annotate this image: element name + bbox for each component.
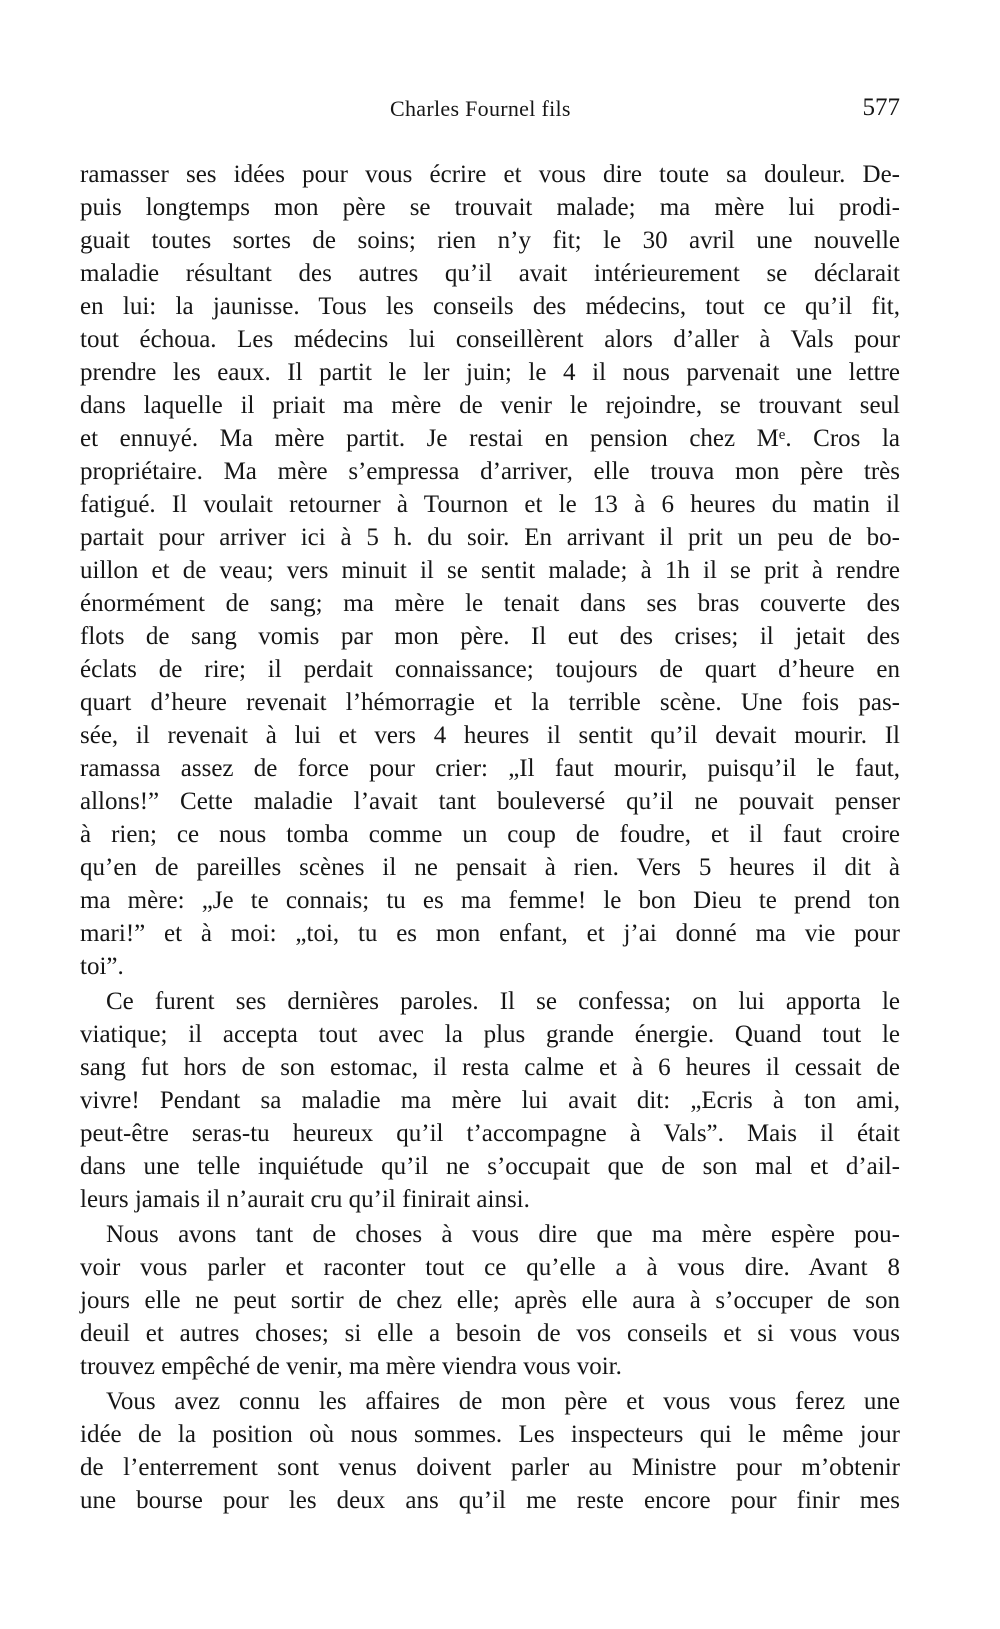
text-line: de l’enterrement sont venus doivent parler au Ministre pour m’obtenir — [80, 1454, 900, 1481]
text-line: partait pour arriver ici à 5 h. du soir. En arrivant il prit un peu de bo- — [80, 524, 900, 551]
text-line: énormément de sang; ma mère le tenait dans ses bras couverte des — [80, 590, 900, 617]
text-line: et ennuyé. Ma mère partit. Je restai en pension chez Mᵉ. Cros la — [80, 425, 900, 452]
text-line: Nous avons tant de choses à vous dire que ma mère espère pou- — [106, 1221, 900, 1248]
running-title: Charles Fournel fils — [390, 96, 571, 121]
page-number: 577 — [862, 94, 900, 121]
paragraph — [80, 1385, 900, 1517]
text-line: une bourse pour les deux ans qu’il me reste encore pour finir mes — [80, 1487, 900, 1514]
text-line: idée de la position où nous sommes. Les inspecteurs qui le même jour — [80, 1421, 900, 1448]
text-line: peut-être seras-tu heureux qu’il t’accompagne à Vals”. Mais il était — [80, 1120, 900, 1147]
text-line: toi”. — [80, 953, 124, 980]
text-line: Ce furent ses dernières paroles. Il se confessa; on lui apporta le — [106, 988, 900, 1015]
text-line: mari!” et à moi: „toi, tu es mon enfant, et j’ai donné ma vie pour — [80, 920, 900, 947]
text-line: viatique; il accepta tout avec la plus grande énergie. Quand tout le — [80, 1021, 900, 1048]
text-line: ramasser ses idées pour vous écrire et vous dire toute sa douleur. De- — [80, 161, 900, 188]
text-line: en lui: la jaunisse. Tous les conseils des médecins, tout ce qu’il fit, — [80, 293, 900, 320]
text-line: guait toutes sortes de soins; rien n’y fit; le 30 avril une nouvelle — [80, 227, 900, 254]
text-line: leurs jamais il n’aurait cru qu’il finirait ainsi. — [80, 1186, 530, 1213]
text-line: éclats de rire; il perdait connaissance; toujours de quart d’heure en — [80, 656, 900, 683]
text-line: ramassa assez de force pour crier: „Il faut mourir, puisqu’il le faut, — [80, 755, 900, 782]
paragraph — [80, 985, 900, 1216]
body-text — [80, 158, 900, 1517]
text-line: deuil et autres choses; si elle a besoin de vos conseils et si vous vous — [80, 1320, 900, 1347]
text-line: trouvez empêché de venir, ma mère viendra vous voir. — [80, 1353, 622, 1380]
text-line: flots de sang vomis par mon père. Il eut des crises; il jetait des — [80, 623, 900, 650]
text-line: voir vous parler et raconter tout ce qu’elle a à vous dire. Avant 8 — [80, 1254, 900, 1281]
text-line: Vous avez connu les affaires de mon père et vous vous ferez une — [106, 1388, 900, 1415]
text-line: à rien; ce nous tomba comme un coup de foudre, et il faut croire — [80, 821, 900, 848]
text-line: qu’en de pareilles scènes il ne pensait à rien. Vers 5 heures il dit à — [80, 854, 900, 881]
text-line: sée, il revenait à lui et vers 4 heures il sentit qu’il devait mourir. Il — [80, 722, 900, 749]
text-line: ma mère: „Je te connais; tu es ma femme! le bon Dieu te prend ton — [80, 887, 900, 914]
paragraph — [80, 158, 900, 983]
text-line: allons!” Cette maladie l’avait tant bouleversé qu’il ne pouvait penser — [80, 788, 900, 815]
text-line: quart d’heure revenait l’hémorragie et la terrible scène. Une fois pas- — [80, 689, 900, 716]
text-line: dans laquelle il priait ma mère de venir le rejoindre, se trouvant seul — [80, 392, 900, 419]
text-line: maladie résultant des autres qu’il avait intérieurement se déclarait — [80, 260, 900, 287]
text-line: jours elle ne peut sortir de chez elle; après elle aura à s’occuper de son — [80, 1287, 900, 1314]
text-line: propriétaire. Ma mère s’empressa d’arriver, elle trouva mon père très — [80, 458, 900, 485]
paragraph — [80, 1218, 900, 1383]
text-line: puis longtemps mon père se trouvait malade; ma mère lui prodi- — [80, 194, 900, 221]
text-line: dans une telle inquiétude qu’il ne s’occupait que de son mal et d’ail- — [80, 1153, 900, 1180]
text-line: sang fut hors de son estomac, il resta calme et à 6 heures il cessait de — [80, 1054, 900, 1081]
text-line: prendre les eaux. Il partit le ler juin; le 4 il nous parvenait une lettre — [80, 359, 900, 386]
text-line: vivre! Pendant sa maladie ma mère lui avait dit: „Ecris à ton ami, — [80, 1087, 900, 1114]
text-line: tout échoua. Les médecins lui conseillèrent alors d’aller à Vals pour — [80, 326, 900, 353]
text-line: uillon et de veau; vers minuit il se sentit malade; à 1h il se prit à rendre — [80, 557, 900, 584]
text-line: fatigué. Il voulait retourner à Tournon et le 13 à 6 heures du matin il — [80, 491, 900, 518]
